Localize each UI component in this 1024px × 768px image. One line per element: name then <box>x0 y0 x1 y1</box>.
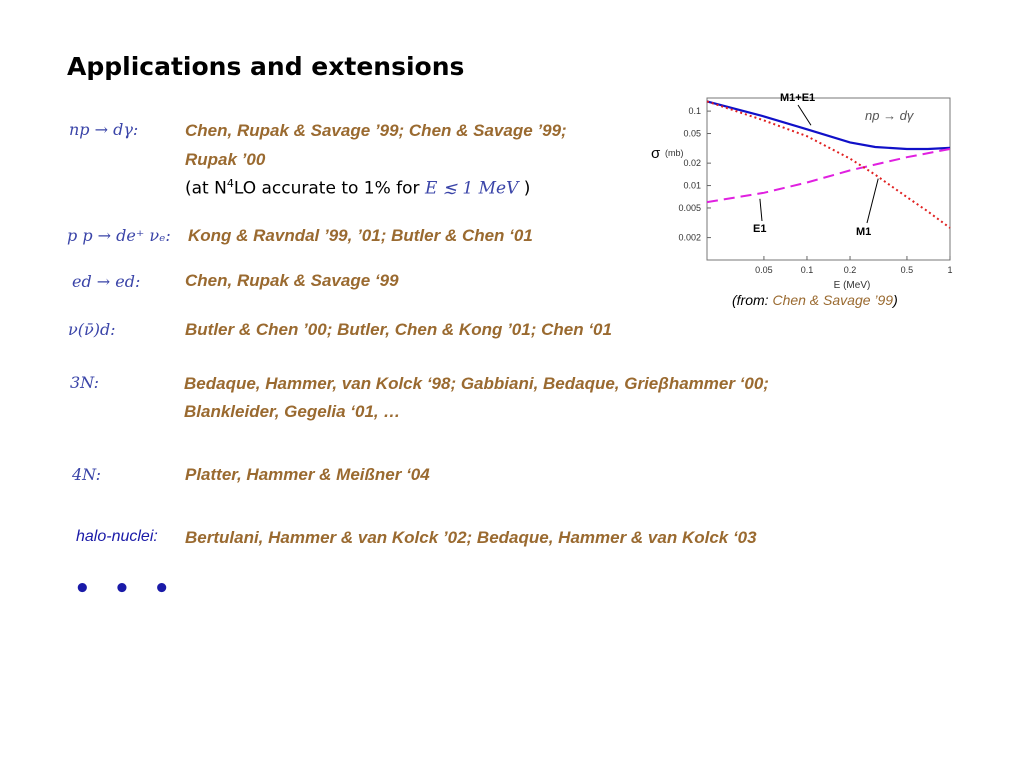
x-tick-label: 0.1 <box>800 265 814 275</box>
arrow-m1e1 <box>798 105 811 125</box>
reference-nu: Butler & Chen ’00; Butler, Chen & Kong ’01; Chen ‘01 <box>185 320 612 339</box>
reaction-label-ed: ed → ed: <box>72 272 141 291</box>
reaction-label-halo: halo-nuclei: <box>76 528 158 545</box>
series-line-m1-e1 <box>707 101 950 149</box>
series-line-e1 <box>707 149 950 202</box>
x-tick-label: 0.2 <box>843 265 857 275</box>
y-tick-label: 0.1 <box>688 106 701 117</box>
reaction-label-np: np → dγ: <box>69 120 139 139</box>
x-tick-label: 0.5 <box>900 265 914 275</box>
page-title: Applications and extensions <box>67 52 465 81</box>
reference-4n: Platter, Hammer & Meißner ‘04 <box>185 465 430 484</box>
reaction-label-nu: ν(ν̄)d: <box>68 320 116 339</box>
ellipsis: • • • <box>74 574 177 604</box>
reference-3n-2: Blankleider, Gegelia ‘01, … <box>184 402 401 421</box>
series-label-e1: E1 <box>753 223 767 235</box>
y-tick-label: 0.002 <box>678 232 701 243</box>
series-label-m1e1: M1+E1 <box>780 92 816 104</box>
accuracy-note: (at $N^4LO$ accurate to 1% for E ≲ 1 MeV ) <box>185 177 531 199</box>
x-tick-label: 0.05 <box>755 265 773 275</box>
reference-pp: Kong & Ravndal ’99, ’01; Butler & Chen ‘01 <box>188 226 533 245</box>
cross-section-chart <box>640 80 970 295</box>
reaction-label-3n: 3N: <box>70 373 99 392</box>
y-axis-unit: (mb) <box>665 148 684 158</box>
series-line-m1 <box>707 101 950 227</box>
reaction-label-4n: 4N: <box>72 465 101 484</box>
plot-frame <box>707 98 950 260</box>
figure-caption: (from: Chen & Savage ’99) <box>732 292 898 308</box>
y-tick-label: 0.05 <box>683 128 701 139</box>
y-tick-label: 0.01 <box>683 180 701 191</box>
reference-np-2: Rupak ’00 <box>185 150 266 169</box>
reference-3n-1: Bedaque, Hammer, van Kolck ‘98; Gabbiani, Bedaque, Grieβhammer ‘00; <box>184 374 769 393</box>
y-tick-label: 0.02 <box>683 158 701 169</box>
x-axis-label: E (MeV) <box>833 280 871 291</box>
arrow-m1 <box>867 179 878 223</box>
reaction-label-pp: p p → de⁺ νₑ: <box>67 226 171 245</box>
series-label-m1: M1 <box>856 226 872 238</box>
chart-annotation-title: np → dγ <box>865 108 914 123</box>
reference-np-1: Chen, Rupak & Savage ’99; Chen & Savage ’99; <box>185 121 567 140</box>
y-tick-label: 0.005 <box>678 202 701 213</box>
y-axis-symbol: σ <box>651 145 661 162</box>
arrow-e1 <box>760 199 762 221</box>
reference-ed: Chen, Rupak & Savage ‘99 <box>185 271 399 290</box>
reference-halo: Bertulani, Hammer & van Kolck ’02; Bedaque, Hammer & van Kolck ‘03 <box>185 528 757 547</box>
x-tick-label: 1 <box>947 265 953 275</box>
